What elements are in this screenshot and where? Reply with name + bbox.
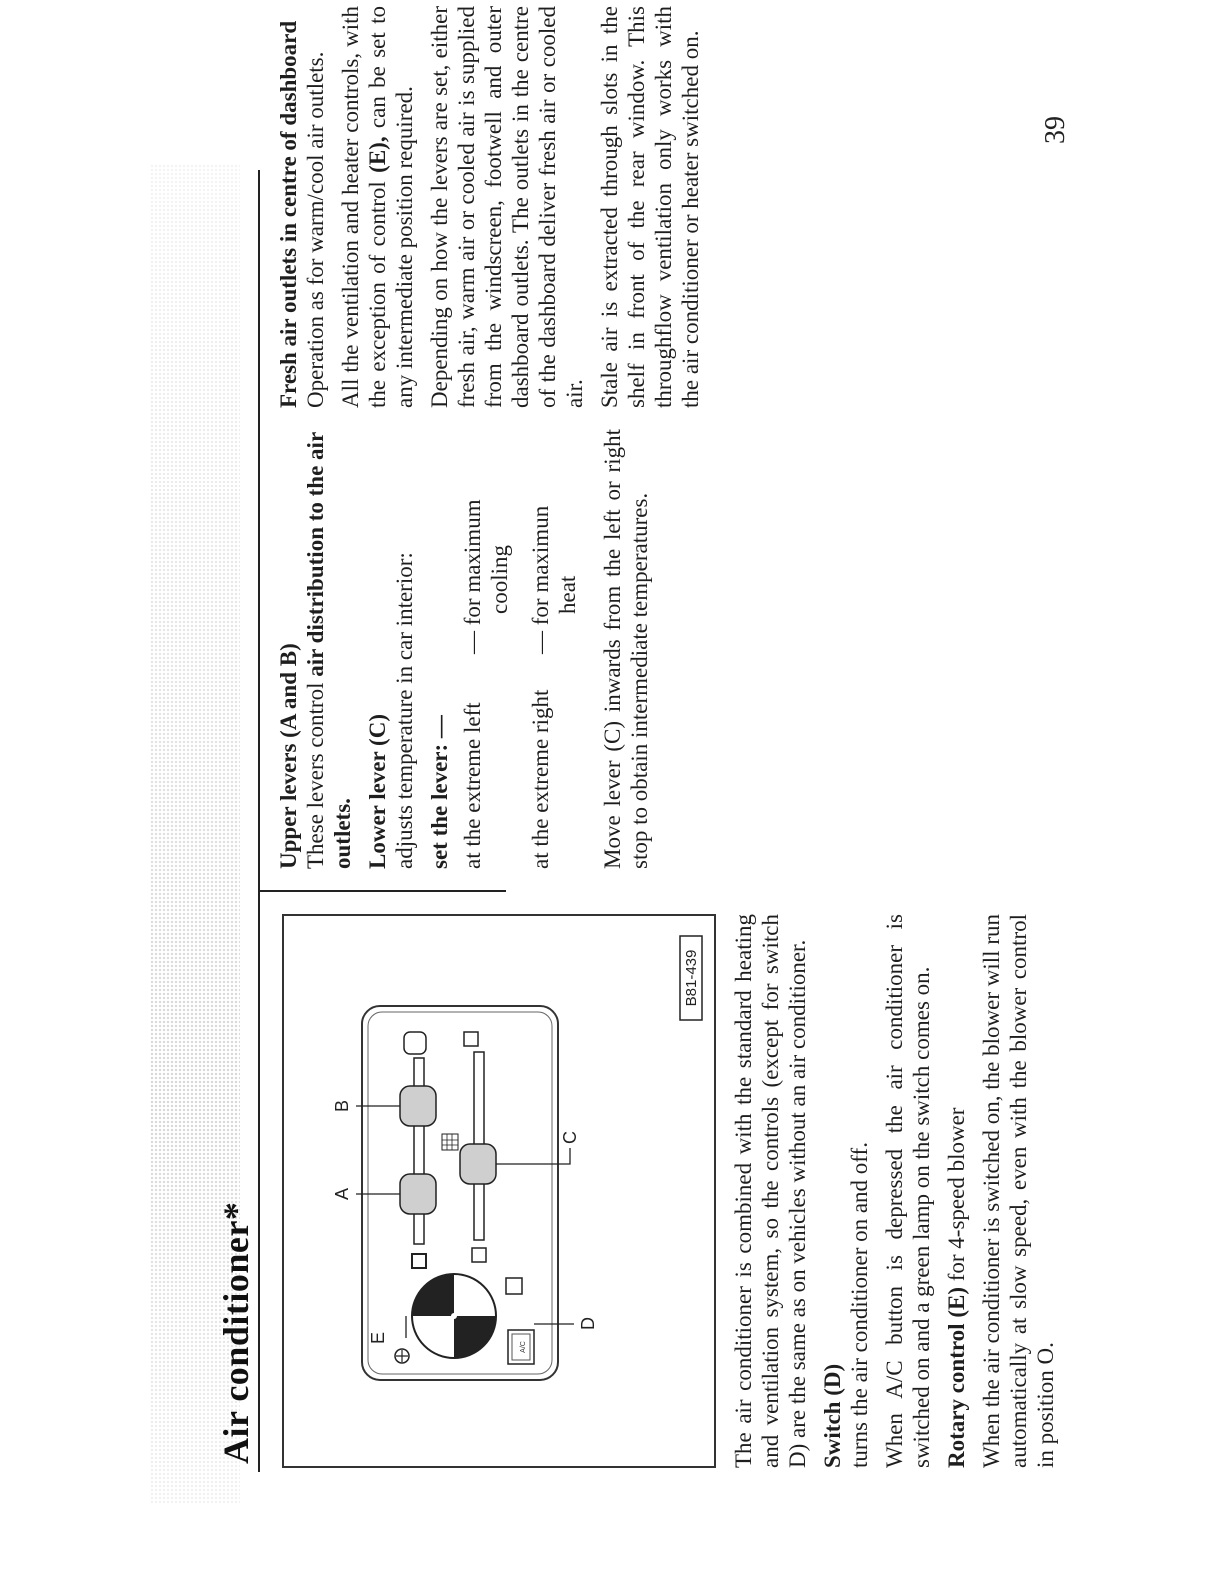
- left-position: at the extreme left: [460, 702, 485, 869]
- page-title: Air conditioner*: [216, 1201, 256, 1464]
- callout-d: D: [578, 1317, 598, 1330]
- optional-equipment-mark: *: [216, 1201, 256, 1221]
- fresh-air-text: Operation as for warm/cool air outlets.: [303, 51, 328, 408]
- left-column: [730, 914, 1067, 1468]
- lever-right-row: [527, 429, 581, 869]
- rotary-text: for 4-speed blower: [944, 1107, 969, 1288]
- callout-e: E: [368, 1331, 388, 1344]
- lower-lever-text: adjusts temperature in car interior:: [392, 552, 417, 869]
- lever-a-knob: [400, 1174, 436, 1214]
- right-result: — for maximun heat: [528, 505, 580, 654]
- left-result: — for maximum cooling: [460, 499, 512, 654]
- controls-paragraph: All the ventilation and heater controls, with the exception of control (E), can be set to any intermediate position required.: [338, 6, 417, 408]
- heat-end-icon: [464, 1032, 478, 1046]
- stale-air-paragraph: Stale air is extracted through slots in the shelf in front of the rear window. This throughflow ventilation only works with the air conditioner or heater switched on.: [597, 6, 703, 408]
- figure-code: B81-439: [683, 949, 700, 1007]
- callout-c: C: [560, 1131, 580, 1144]
- fresh-air-heading: Fresh air outlets in centre of dashboard: [276, 20, 301, 408]
- rotary-line: [943, 914, 970, 1468]
- callout-a: A: [332, 1187, 352, 1200]
- depending-paragraph: Depending on how the levers are set, either fresh air, warm air or cooled air is supplied from the windscreen, footwell and outer dashboard outlets. The outlets in the centre of the dashboard deliver fresh air or cooled air.: [427, 6, 587, 408]
- right-position: at the extreme right: [528, 689, 553, 869]
- control-panel-diagram: [284, 916, 714, 1466]
- upper-levers-heading: Upper levers (A and B): [276, 643, 301, 869]
- switch-detail: When A/C button is depressed the air conditioner is switched on and a green lamp on the switch comes on.: [882, 914, 934, 1468]
- callout-b: B: [332, 1099, 352, 1112]
- dashboard-vent-icon: [404, 1032, 426, 1054]
- title-rule: [258, 170, 260, 1472]
- control-panel-figure: [282, 914, 716, 1468]
- upper-levers-text: These levers control air distribution to the air outlets.: [303, 432, 355, 869]
- right-column: [275, 6, 712, 408]
- rotary-heading: Rotary control (E): [944, 1287, 969, 1468]
- rotary-blower-control: [412, 1274, 496, 1358]
- ac-switch: [508, 1330, 534, 1364]
- footwell-icon: [472, 1248, 486, 1262]
- lever-left-row: [459, 429, 513, 869]
- lever-b-knob: [400, 1086, 436, 1126]
- page-number: 39: [1040, 116, 1071, 144]
- middle-column: [275, 429, 661, 869]
- switch-heading: Switch (D): [820, 1363, 845, 1468]
- fan-icon: [395, 1349, 409, 1363]
- column-divider: [258, 890, 506, 892]
- lever-c-knob: [460, 1144, 496, 1184]
- defrost-icon: [412, 1254, 426, 1268]
- lower-lever-heading: Lower lever (C): [365, 714, 390, 869]
- set-lever-heading: set the lever: —: [427, 715, 452, 869]
- move-lever-text: Move lever (C) inwards from the left or right stop to obtain intermediate temperatures.: [600, 429, 652, 869]
- rotary-detail: When the air conditioner is switched on, the blower will run automatically at slow speed, even with the blower control in position O.: [979, 914, 1058, 1468]
- intro-paragraph: The air conditioner is combined with the standard heating and ventilation system, so the controls (except for switch D) are the same as on vehicles without an air conditioner.: [731, 914, 810, 1468]
- switch-text: turns the air conditioner on and off.: [847, 1142, 872, 1468]
- recirculation-icon: [506, 1278, 522, 1294]
- grid-icon: [442, 1134, 458, 1150]
- svg-text:A/C: A/C: [520, 1341, 527, 1353]
